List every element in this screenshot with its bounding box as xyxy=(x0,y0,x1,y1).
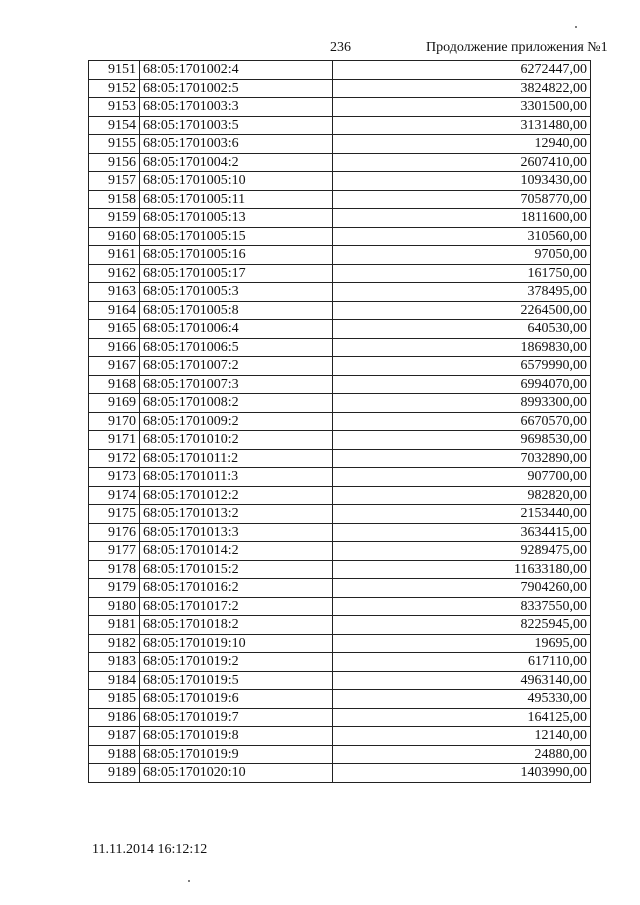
scan-speck xyxy=(188,880,190,882)
cadastral-number-cell: 68:05:1701004:2 xyxy=(140,153,333,172)
row-number-cell: 9174 xyxy=(89,486,140,505)
table-row xyxy=(89,153,591,172)
row-number-cell: 9164 xyxy=(89,301,140,320)
cadastral-value-cell: 378495,00 xyxy=(333,283,591,302)
cadastral-number-cell: 68:05:1701013:3 xyxy=(140,523,333,542)
row-number-cell: 9170 xyxy=(89,412,140,431)
table-row xyxy=(89,246,591,265)
cadastral-value-cell: 7904260,00 xyxy=(333,579,591,598)
cadastral-number-cell: 68:05:1701015:2 xyxy=(140,560,333,579)
row-number-cell: 9180 xyxy=(89,597,140,616)
cadastral-number-cell: 68:05:1701005:11 xyxy=(140,190,333,209)
cadastral-number-cell: 68:05:1701019:8 xyxy=(140,727,333,746)
cadastral-number-cell: 68:05:1701010:2 xyxy=(140,431,333,450)
table-row xyxy=(89,690,591,709)
table-row xyxy=(89,172,591,191)
cadastral-value-cell: 3131480,00 xyxy=(333,116,591,135)
cadastral-number-cell: 68:05:1701013:2 xyxy=(140,505,333,524)
row-number-cell: 9161 xyxy=(89,246,140,265)
table-row xyxy=(89,98,591,117)
cadastral-value-cell: 3824822,00 xyxy=(333,79,591,98)
table-row xyxy=(89,283,591,302)
cadastral-value-cell: 3634415,00 xyxy=(333,523,591,542)
row-number-cell: 9179 xyxy=(89,579,140,598)
table-row xyxy=(89,431,591,450)
table-row xyxy=(89,486,591,505)
table-row xyxy=(89,209,591,228)
row-number-cell: 9160 xyxy=(89,227,140,246)
table-row xyxy=(89,449,591,468)
cadastral-value-cell: 161750,00 xyxy=(333,264,591,283)
cadastral-value-cell: 4963140,00 xyxy=(333,671,591,690)
cadastral-value-cell: 11633180,00 xyxy=(333,560,591,579)
cadastral-value-cell: 7032890,00 xyxy=(333,449,591,468)
table-row xyxy=(89,320,591,339)
cadastral-value-cell: 310560,00 xyxy=(333,227,591,246)
row-number-cell: 9176 xyxy=(89,523,140,542)
cadastral-value-cell: 1093430,00 xyxy=(333,172,591,191)
table-row xyxy=(89,468,591,487)
table-row xyxy=(89,301,591,320)
row-number-cell: 9162 xyxy=(89,264,140,283)
row-number-cell: 9183 xyxy=(89,653,140,672)
cadastral-number-cell: 68:05:1701002:4 xyxy=(140,61,333,80)
cadastral-number-cell: 68:05:1701007:3 xyxy=(140,375,333,394)
row-number-cell: 9152 xyxy=(89,79,140,98)
table-row xyxy=(89,394,591,413)
row-number-cell: 9182 xyxy=(89,634,140,653)
cadastral-value-cell: 19695,00 xyxy=(333,634,591,653)
cadastral-value-cell: 97050,00 xyxy=(333,246,591,265)
table-row xyxy=(89,542,591,561)
cadastral-value-cell: 907700,00 xyxy=(333,468,591,487)
row-number-cell: 9181 xyxy=(89,616,140,635)
cadastral-value-cell: 6670570,00 xyxy=(333,412,591,431)
cadastral-number-cell: 68:05:1701009:2 xyxy=(140,412,333,431)
cadastral-number-cell: 68:05:1701019:2 xyxy=(140,653,333,672)
row-number-cell: 9151 xyxy=(89,61,140,80)
table-row xyxy=(89,616,591,635)
row-number-cell: 9156 xyxy=(89,153,140,172)
appendix-note: Продолжение приложения №1 xyxy=(426,40,608,55)
table-row xyxy=(89,653,591,672)
cadastral-number-cell: 68:05:1701019:9 xyxy=(140,745,333,764)
table-row xyxy=(89,634,591,653)
cadastral-value-table xyxy=(88,60,591,783)
row-number-cell: 9171 xyxy=(89,431,140,450)
cadastral-value-cell: 2607410,00 xyxy=(333,153,591,172)
row-number-cell: 9186 xyxy=(89,708,140,727)
cadastral-value-cell: 6994070,00 xyxy=(333,375,591,394)
row-number-cell: 9184 xyxy=(89,671,140,690)
cadastral-value-cell: 982820,00 xyxy=(333,486,591,505)
table-row xyxy=(89,597,591,616)
row-number-cell: 9165 xyxy=(89,320,140,339)
table-row xyxy=(89,764,591,783)
row-number-cell: 9189 xyxy=(89,764,140,783)
row-number-cell: 9177 xyxy=(89,542,140,561)
row-number-cell: 9173 xyxy=(89,468,140,487)
cadastral-value-cell: 1403990,00 xyxy=(333,764,591,783)
table-row xyxy=(89,671,591,690)
cadastral-number-cell: 68:05:1701005:13 xyxy=(140,209,333,228)
cadastral-number-cell: 68:05:1701019:10 xyxy=(140,634,333,653)
table-row xyxy=(89,227,591,246)
table-row xyxy=(89,745,591,764)
table-row xyxy=(89,79,591,98)
scan-speck xyxy=(575,26,577,28)
cadastral-number-cell: 68:05:1701020:10 xyxy=(140,764,333,783)
cadastral-number-cell: 68:05:1701014:2 xyxy=(140,542,333,561)
table-row xyxy=(89,523,591,542)
cadastral-number-cell: 68:05:1701005:16 xyxy=(140,246,333,265)
cadastral-number-cell: 68:05:1701012:2 xyxy=(140,486,333,505)
cadastral-number-cell: 68:05:1701011:2 xyxy=(140,449,333,468)
cadastral-value-cell: 9289475,00 xyxy=(333,542,591,561)
cadastral-number-cell: 68:05:1701011:3 xyxy=(140,468,333,487)
row-number-cell: 9175 xyxy=(89,505,140,524)
table-row xyxy=(89,61,591,80)
cadastral-value-cell: 617110,00 xyxy=(333,653,591,672)
cadastral-number-cell: 68:05:1701005:15 xyxy=(140,227,333,246)
cadastral-value-cell: 8993300,00 xyxy=(333,394,591,413)
cadastral-number-cell: 68:05:1701006:5 xyxy=(140,338,333,357)
table-row xyxy=(89,727,591,746)
table-row xyxy=(89,560,591,579)
cadastral-number-cell: 68:05:1701017:2 xyxy=(140,597,333,616)
cadastral-value-cell: 12140,00 xyxy=(333,727,591,746)
cadastral-value-cell: 8225945,00 xyxy=(333,616,591,635)
cadastral-value-cell: 8337550,00 xyxy=(333,597,591,616)
cadastral-number-cell: 68:05:1701005:3 xyxy=(140,283,333,302)
cadastral-number-cell: 68:05:1701018:2 xyxy=(140,616,333,635)
cadastral-value-cell: 24880,00 xyxy=(333,745,591,764)
table-row xyxy=(89,338,591,357)
cadastral-number-cell: 68:05:1701005:10 xyxy=(140,172,333,191)
cadastral-value-cell: 2153440,00 xyxy=(333,505,591,524)
table-row xyxy=(89,579,591,598)
table-body xyxy=(89,61,591,783)
table-row xyxy=(89,505,591,524)
cadastral-number-cell: 68:05:1701005:17 xyxy=(140,264,333,283)
row-number-cell: 9157 xyxy=(89,172,140,191)
cadastral-value-cell: 640530,00 xyxy=(333,320,591,339)
cadastral-value-cell: 495330,00 xyxy=(333,690,591,709)
row-number-cell: 9169 xyxy=(89,394,140,413)
row-number-cell: 9155 xyxy=(89,135,140,154)
table-row xyxy=(89,708,591,727)
cadastral-number-cell: 68:05:1701008:2 xyxy=(140,394,333,413)
cadastral-number-cell: 68:05:1701007:2 xyxy=(140,357,333,376)
row-number-cell: 9185 xyxy=(89,690,140,709)
table-row xyxy=(89,375,591,394)
row-number-cell: 9188 xyxy=(89,745,140,764)
cadastral-value-cell: 7058770,00 xyxy=(333,190,591,209)
row-number-cell: 9187 xyxy=(89,727,140,746)
cadastral-value-cell: 1869830,00 xyxy=(333,338,591,357)
row-number-cell: 9168 xyxy=(89,375,140,394)
table-row xyxy=(89,190,591,209)
cadastral-number-cell: 68:05:1701003:3 xyxy=(140,98,333,117)
row-number-cell: 9153 xyxy=(89,98,140,117)
cadastral-value-cell: 6272447,00 xyxy=(333,61,591,80)
cadastral-value-cell: 9698530,00 xyxy=(333,431,591,450)
table-row xyxy=(89,412,591,431)
cadastral-value-cell: 12940,00 xyxy=(333,135,591,154)
row-number-cell: 9172 xyxy=(89,449,140,468)
table-row xyxy=(89,116,591,135)
row-number-cell: 9154 xyxy=(89,116,140,135)
row-number-cell: 9163 xyxy=(89,283,140,302)
cadastral-value-cell: 1811600,00 xyxy=(333,209,591,228)
cadastral-number-cell: 68:05:1701019:6 xyxy=(140,690,333,709)
row-number-cell: 9167 xyxy=(89,357,140,376)
row-number-cell: 9158 xyxy=(89,190,140,209)
cadastral-number-cell: 68:05:1701002:5 xyxy=(140,79,333,98)
cadastral-value-cell: 164125,00 xyxy=(333,708,591,727)
table-row xyxy=(89,357,591,376)
cadastral-number-cell: 68:05:1701019:5 xyxy=(140,671,333,690)
page-number: 236 xyxy=(330,40,351,55)
table-row xyxy=(89,264,591,283)
footer-timestamp: 11.11.2014 16:12:12 xyxy=(92,842,208,857)
cadastral-number-cell: 68:05:1701003:5 xyxy=(140,116,333,135)
row-number-cell: 9166 xyxy=(89,338,140,357)
cadastral-number-cell: 68:05:1701019:7 xyxy=(140,708,333,727)
table-row xyxy=(89,135,591,154)
cadastral-value-cell: 3301500,00 xyxy=(333,98,591,117)
cadastral-value-cell: 6579990,00 xyxy=(333,357,591,376)
cadastral-number-cell: 68:05:1701016:2 xyxy=(140,579,333,598)
cadastral-number-cell: 68:05:1701003:6 xyxy=(140,135,333,154)
row-number-cell: 9178 xyxy=(89,560,140,579)
cadastral-number-cell: 68:05:1701005:8 xyxy=(140,301,333,320)
cadastral-value-cell: 2264500,00 xyxy=(333,301,591,320)
row-number-cell: 9159 xyxy=(89,209,140,228)
cadastral-number-cell: 68:05:1701006:4 xyxy=(140,320,333,339)
